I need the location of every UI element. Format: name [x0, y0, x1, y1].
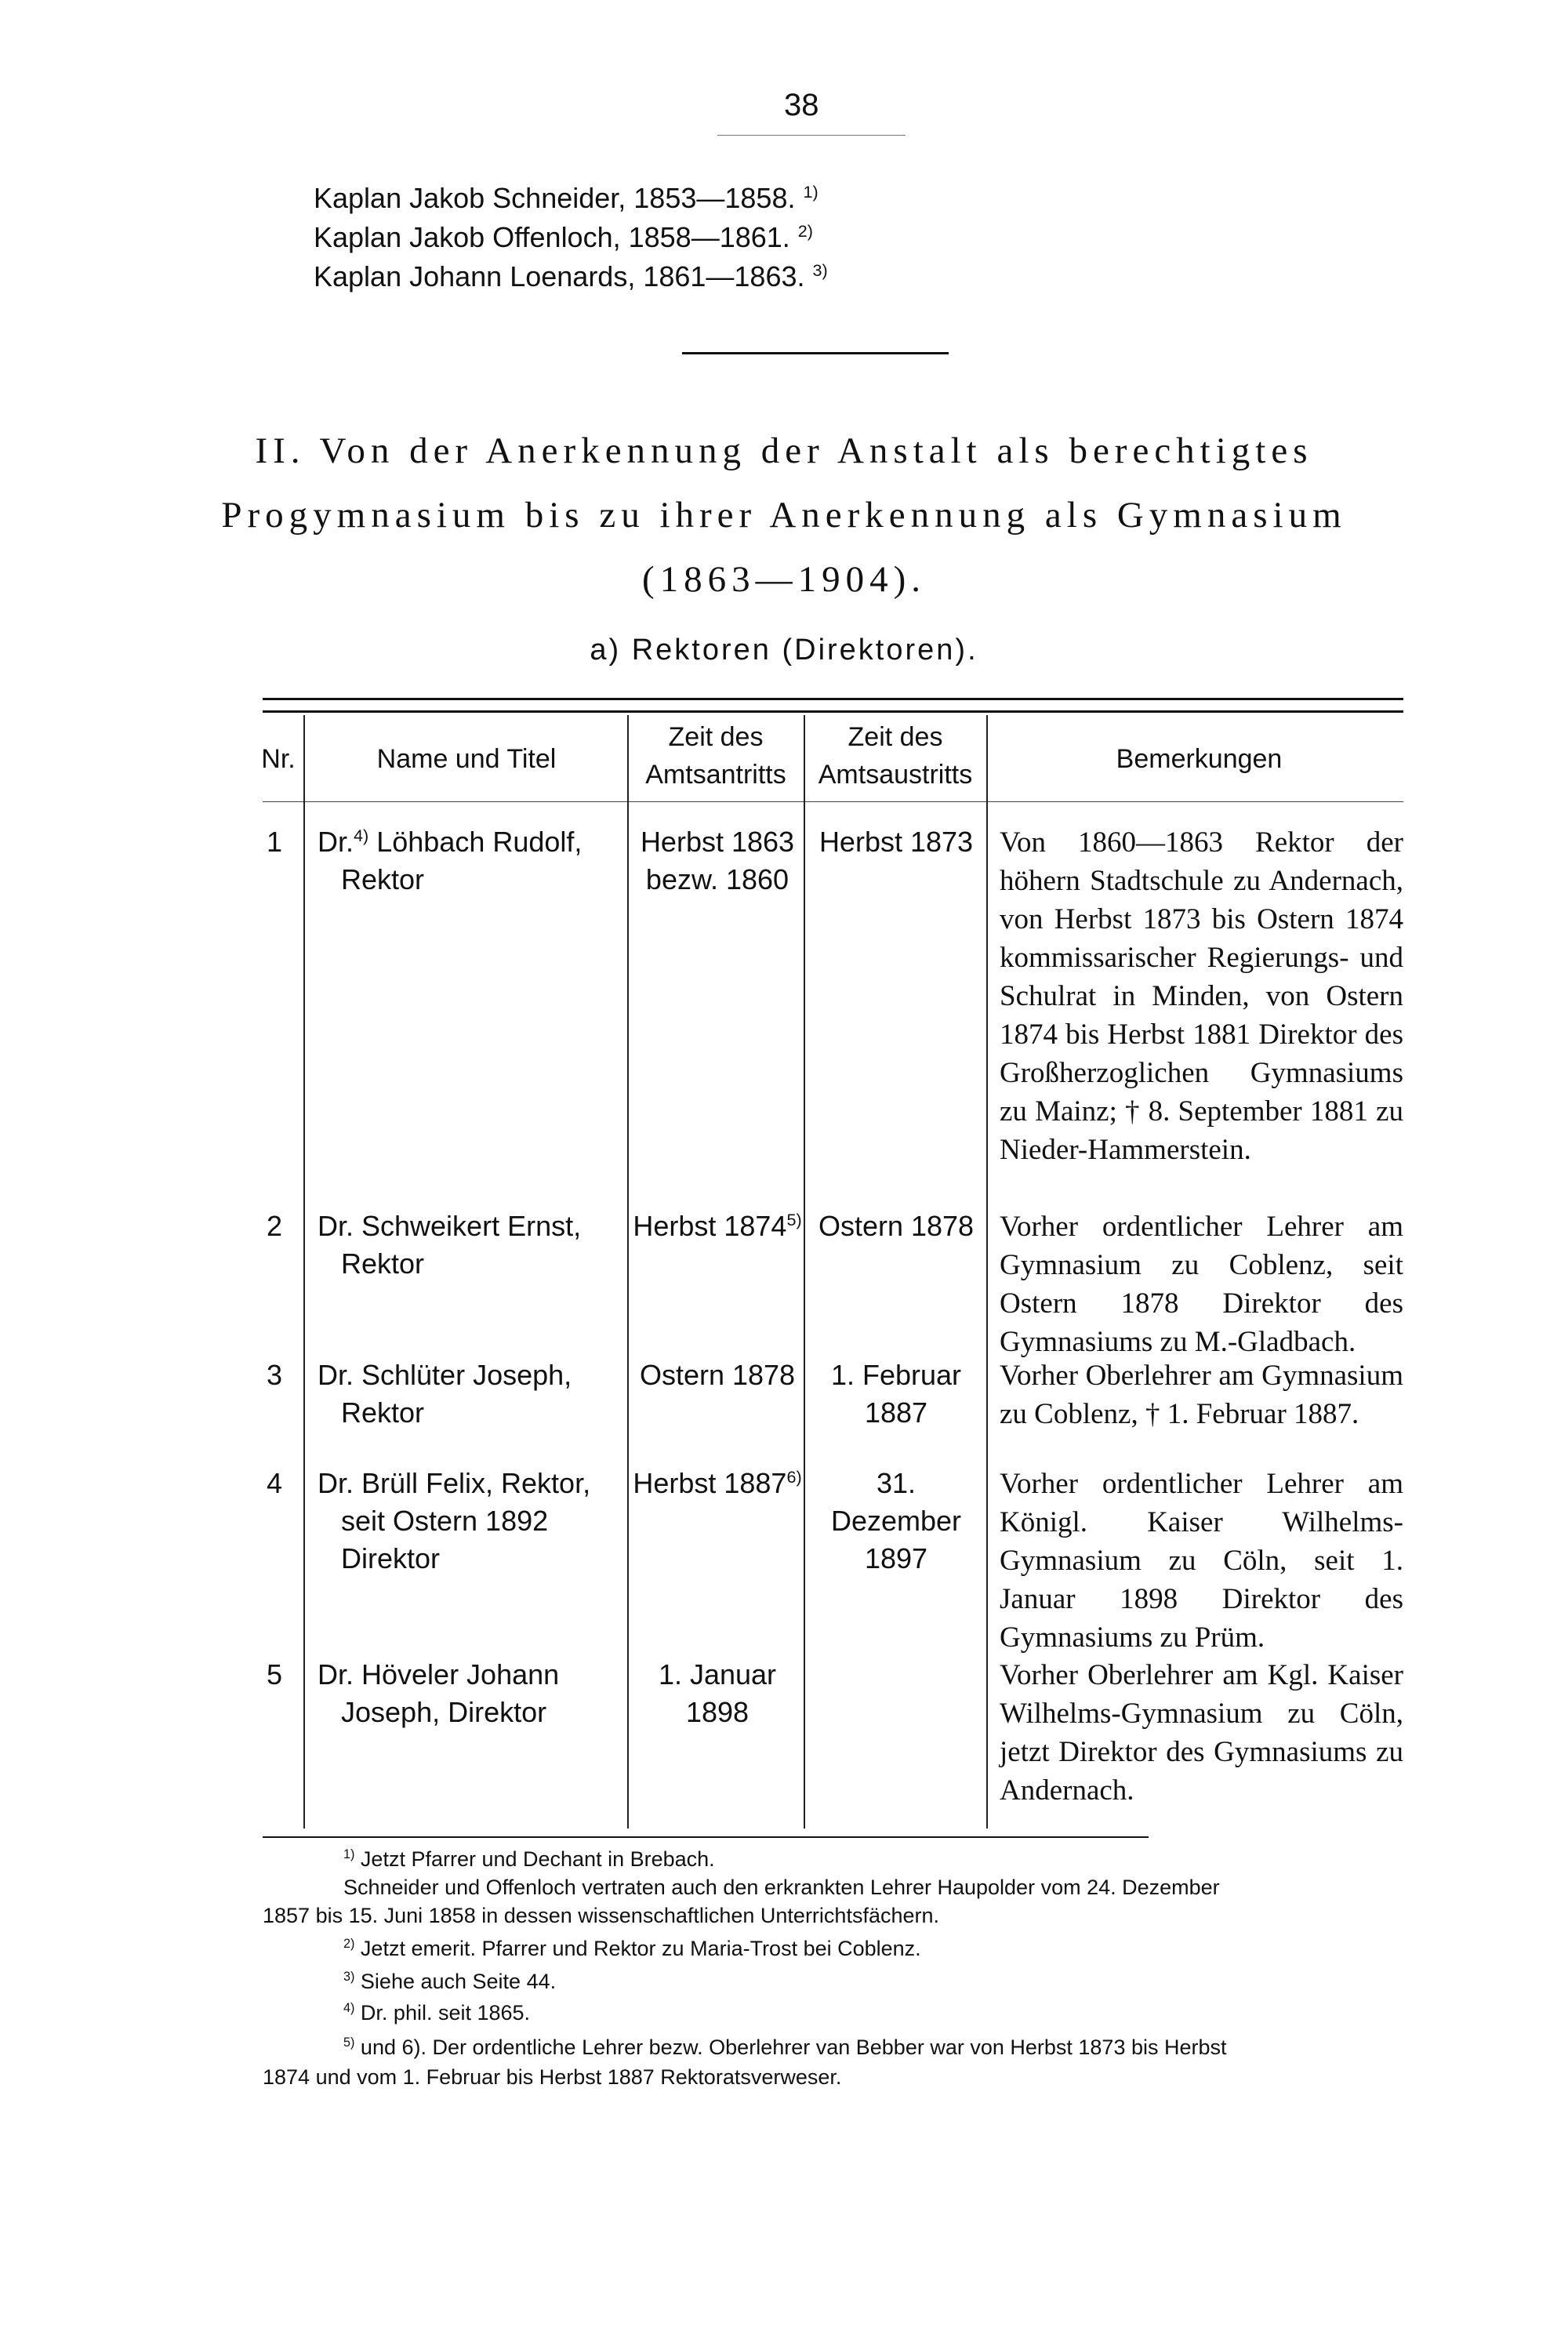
- bemerkungen-cell: Vorher Oberlehrer am Gymnasium zu Coblenz, † 1. Februar 1887.: [1000, 1360, 1403, 1430]
- header-line: Zeit des: [668, 722, 764, 752]
- amtsantritt-cell: [631, 823, 804, 899]
- rector-name: [318, 823, 627, 899]
- name-line: Joseph, Direktor: [341, 1696, 547, 1728]
- cell-line: bezw. 1860: [645, 863, 789, 895]
- column-divider: [986, 715, 988, 1828]
- cell-line: [631, 1465, 804, 1502]
- amtsantritt-cell: [631, 1465, 804, 1502]
- kaplan-text: Kaplan Jakob Offenloch, 1858—1861.: [314, 221, 790, 253]
- footnote: [343, 2036, 1227, 2060]
- name-line: Dr. Höveler Johann: [318, 1658, 560, 1690]
- footnote-mark: 3): [343, 1970, 355, 1985]
- amtsantritt-cell: [631, 1656, 804, 1731]
- cell-line: [631, 1208, 804, 1245]
- footnote: [343, 2001, 530, 2025]
- footnote-ref: 1): [803, 182, 818, 202]
- cell-line: Herbst 1863: [640, 826, 795, 858]
- kaplan-entry: [314, 182, 818, 215]
- cell-line: Herbst 1873: [818, 826, 974, 858]
- kaplan-entry: [314, 260, 828, 293]
- rector-name: [318, 1356, 627, 1432]
- footnote-text: Dr. phil. seit 1865.: [360, 2001, 531, 2025]
- page-number: 38: [784, 88, 819, 122]
- footnote-ref: 6): [786, 1467, 802, 1487]
- kaplan-text: Kaplan Jakob Schneider, 1853—1858.: [314, 182, 796, 214]
- name-line: Rektor: [341, 1396, 425, 1429]
- column-header-name: Name und Titel: [376, 744, 557, 774]
- rector-name: [318, 1656, 627, 1731]
- footnote-rule: [263, 1836, 1149, 1838]
- footnote-ref: 5): [786, 1210, 802, 1230]
- cell-line: 1887: [864, 1396, 928, 1429]
- amtsaustritt-cell: [808, 1465, 985, 1578]
- footnote: [343, 1937, 921, 1961]
- cell-line: Ostern 1878: [818, 1210, 975, 1242]
- cell-line: Ostern 1878: [639, 1359, 796, 1391]
- amtsantritt-cell: [631, 1208, 804, 1245]
- footnote-text: Jetzt emerit. Pfarrer und Rektor zu Maria-Trost bei Coblenz.: [360, 1937, 921, 1960]
- table-top-rule: [263, 710, 1403, 713]
- kaplan-text: Kaplan Johann Loenards, 1861—1863.: [314, 260, 805, 292]
- name-line: Dr. Schlüter Joseph,: [318, 1359, 572, 1391]
- name-line: Rektor: [341, 863, 425, 895]
- name-line: Dr. Schweikert Ernst,: [318, 1210, 582, 1242]
- footnote-mark: 2): [343, 1937, 355, 1952]
- cell-line: 31. Dezember: [830, 1467, 962, 1537]
- column-header-amtsantritt: [630, 718, 802, 794]
- cell-text: Herbst 1887: [633, 1467, 787, 1499]
- bemerkungen-cell: Vorher ordentlicher Lehrer am Gymnasium zu Coblenz, seit Ostern 1878 Direktor des Gymnasiums zu M.-Gladbach.: [1000, 1211, 1403, 1358]
- bemerkungen-cell: Von 1860—1863 Rektor der höhern Stadtschule zu Andernach, von Herbst 1873 bis Ostern 1874 kommissarischer Regierungs- und Schulrat in Minden, von Ostern 1874 bis Herbst 1881 Direktor des Großherzoglichen Gymnasiums zu Mainz; † 8. September 1881 zu Nieder-Hammerstein.: [1000, 826, 1403, 1166]
- header-line: Zeit des: [848, 722, 943, 752]
- section-heading-line: II. Von der Anerkennung der Anstalt als berechtigtes: [255, 430, 1313, 471]
- bemerkungen-cell: Vorher ordentlicher Lehrer am Königl. Kaiser Wilhelms-Gymnasium zu Cöln, seit 1. Januar 1898 Direktor des Gymnasiums zu Prüm.: [1000, 1468, 1403, 1654]
- section-heading-line: (1863—1904).: [641, 559, 927, 600]
- cell-line: 1. Februar: [830, 1359, 962, 1391]
- column-header-nr: Nr.: [261, 744, 296, 774]
- footnote-ref: 3): [812, 260, 828, 281]
- footnote: [343, 1876, 1220, 1900]
- amtsaustritt-cell: [808, 1208, 985, 1245]
- section-divider: [682, 352, 949, 354]
- row-number: 2: [266, 1210, 283, 1242]
- footnote-text: Jetzt Pfarrer und Dechant in Brebach.: [360, 1847, 715, 1871]
- amtsantritt-cell: [631, 1356, 804, 1394]
- name-line: Dr. Brüll Felix, Rektor,: [318, 1467, 591, 1499]
- rector-name: [318, 1208, 627, 1283]
- footnote: [263, 1904, 939, 1928]
- column-divider: [627, 715, 629, 1828]
- footnote-ref: 4): [354, 826, 369, 846]
- column-header-amtsaustritt: [806, 718, 985, 794]
- table-header-rule: [263, 801, 1403, 802]
- amtsaustritt-cell: [808, 823, 985, 861]
- footnote-text: Siehe auch Seite 44.: [360, 1970, 557, 1993]
- row-number: 1: [266, 826, 283, 858]
- name-line: Direktor: [341, 1542, 441, 1574]
- column-divider: [804, 715, 805, 1828]
- bemerkungen-cell: Vorher Oberlehrer am Kgl. Kaiser Wilhelms-Gymnasium zu Cöln, jetzt Direktor des Gymnasiums zu Andernach.: [1000, 1659, 1403, 1807]
- name-text: Löhbach Rudolf,: [376, 826, 583, 858]
- rector-name: [318, 1465, 627, 1578]
- name-line: [318, 823, 627, 861]
- footnote: [343, 1847, 715, 1872]
- row-number: 5: [266, 1658, 283, 1690]
- footnote: [343, 1970, 556, 1994]
- row-number: 4: [266, 1467, 283, 1499]
- cell-text: Herbst 1874: [633, 1210, 787, 1242]
- footnote-text: Schneider und Offenloch vertraten auch den erkrankten Lehrer Haupolder vom 24. Dezember: [343, 1876, 1220, 1899]
- amtsaustritt-cell: [808, 1356, 985, 1432]
- page-number-rule: [717, 135, 906, 136]
- header-line: Amtsaustritts: [818, 760, 973, 790]
- footnote-text: 1874 und vom 1. Februar bis Herbst 1887 Rektoratsverweser.: [263, 2065, 842, 2089]
- section-heading-line: Progymnasium bis zu ihrer Anerkennung als Gymnasium: [221, 495, 1347, 536]
- column-divider: [303, 715, 305, 1828]
- footnote-mark: 4): [343, 2001, 355, 2016]
- table-top-rule: [263, 698, 1403, 700]
- cell-line: 1897: [864, 1542, 928, 1574]
- footnote-mark: 5): [343, 2036, 355, 2050]
- header-line: Amtsantritts: [645, 760, 786, 790]
- cell-line: 1898: [685, 1696, 750, 1728]
- name-prefix: Dr.: [318, 826, 354, 858]
- footnote-ref: 2): [797, 221, 813, 242]
- row-number: 3: [266, 1359, 283, 1391]
- footnote-text: 1857 bis 15. Juni 1858 in dessen wissenschaftlichen Unterrichtsfächern.: [263, 1904, 939, 1927]
- section-subheading: a) Rektoren (Direktoren).: [590, 634, 978, 666]
- footnote-mark: 1): [343, 1847, 355, 1862]
- kaplan-entry: [314, 221, 813, 254]
- name-line: seit Ostern 1892: [341, 1505, 549, 1537]
- name-line: Rektor: [341, 1247, 425, 1280]
- footnote-text: und 6). Der ordentliche Lehrer bezw. Oberlehrer van Bebber war von Herbst 1873 bis Herbst: [360, 2036, 1227, 2059]
- footnote: [263, 2065, 841, 2090]
- column-header-bemerkungen: Bemerkungen: [1116, 744, 1283, 774]
- cell-line: 1. Januar: [658, 1658, 777, 1690]
